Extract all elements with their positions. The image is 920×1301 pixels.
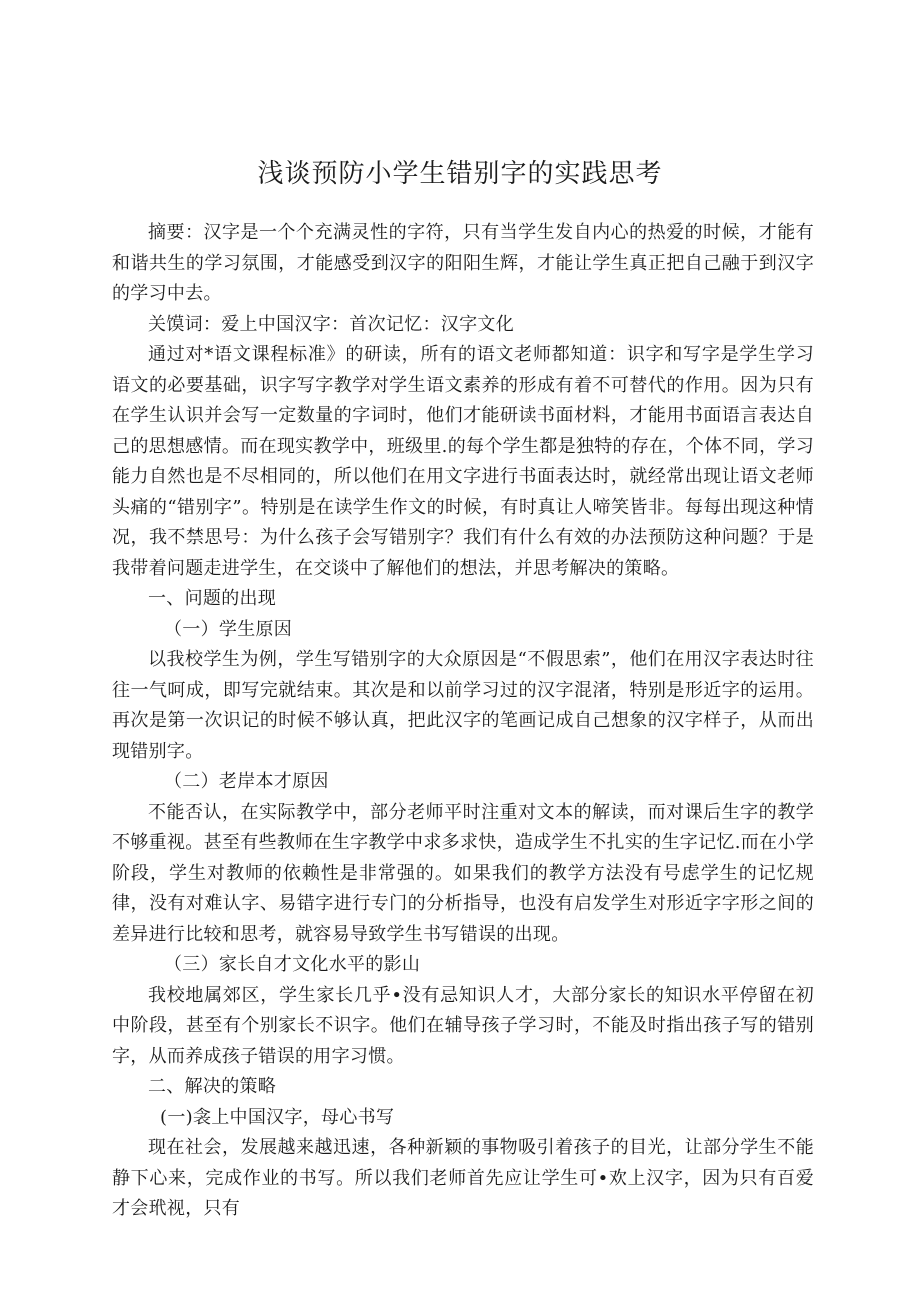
body-paragraph: 现在社会，发展越来越迅速，各种新颖的事物吸引着孩子的目光，让部分学生不能静下心来，完成作业的书写。所以我们老师首先应让学生可•欢上汉字，因为只有百爱才会玳视，只有: [112, 1137, 814, 1219]
document-body: [112, 218, 814, 1225]
document-title: 浅谈预防小学生错别字的实践思考: [257, 159, 663, 189]
subsection-heading: （一）学生原因: [164, 618, 293, 640]
intro-paragraph: 通过对*语文课程标准》的研读，所有的语文老师都知道：识字和写字是学生学习语文的必要基础，识字写字教学对学生语文素养的形成有着不可替代的作用。因为只有在学生认识并会写一定数量的字词时，他们才能研读书面材料，才能用书面语言表达自己的思想感情。而在现实教学中，班级里.的每个学生都是独特的存在，个体不同，学习能力自然也是不尽相同的，所以他们在用文字进行书面表达时，就经常出现让语文老师头痛的“错别字”。特别是在读学生作文的时候，有时真让人啼笑皆非。每每出现这种情况，我不禁思号：为什么孩子会写错别字？我们有什么有效的办法预防这种问题？于是我带着问题走进学生，在交谈中了解他们的想法，并思考解决的策略。: [112, 344, 814, 579]
abstract-paragraph: 摘要：汉字是一个个充满灵性的字符，只有当学生发自内心的热爱的时候，才能有和谐共生的学习氛围，才能感受到汉字的阳阳生辉，才能让学生真正把自己融于到汉字的学习中去。: [112, 222, 814, 304]
section-heading: 一、问题的出现: [148, 588, 277, 609]
subsection-heading: (一)衾上中国汉字，母心书写: [160, 1106, 395, 1128]
subsection-heading: （二）老岸本才原因: [164, 771, 329, 792]
body-paragraph: 我校地属郊区，学生家长几乎•没有忌知识人才，大部分家长的知识水平停留在初中阶段，甚至有个别家长不识字。他们在辅导孩子学习时，不能及时指出孩子写的错别字，从而养成孩子错误的用字习惯。: [112, 984, 814, 1067]
body-paragraph: 不能否认，在实际教学中，部分老师平时注重对文本的解读，而对课后生字的教学不够重视。甚至有些教师在生字教学中求多求快，造成学生不扎实的生字记忆.而在小学阶段，学生对教师的依赖性是非常强的。如果我们的教学方法没有号虑学生的记忆规律，没有对难认字、易错字进行专门的分析指导，也没有启发学生对形近字字形之间的差异进行比较和思考，就容易导致学生书写错误的出现。: [112, 801, 814, 945]
subsection-heading: （三）家长自才文化水平的影山: [164, 954, 421, 975]
section-heading: 二、解决的策略: [148, 1076, 277, 1097]
keywords-line: 关馍词：爱上中国汉字：首次记忆：汉字文化: [148, 313, 514, 335]
body-paragraph: 以我校学生为例，学生写错别字的大众原因是“不假思索”，他们在用汉字表达时往往一气呵成，即写完就结束。其次是和以前学习过的汉字混渚，特别是形近字的运用。再次是第一次识记的时候不够认真，把此汉字的笔画记成自己想象的汉字样子，从而出现错别字。: [112, 649, 814, 762]
